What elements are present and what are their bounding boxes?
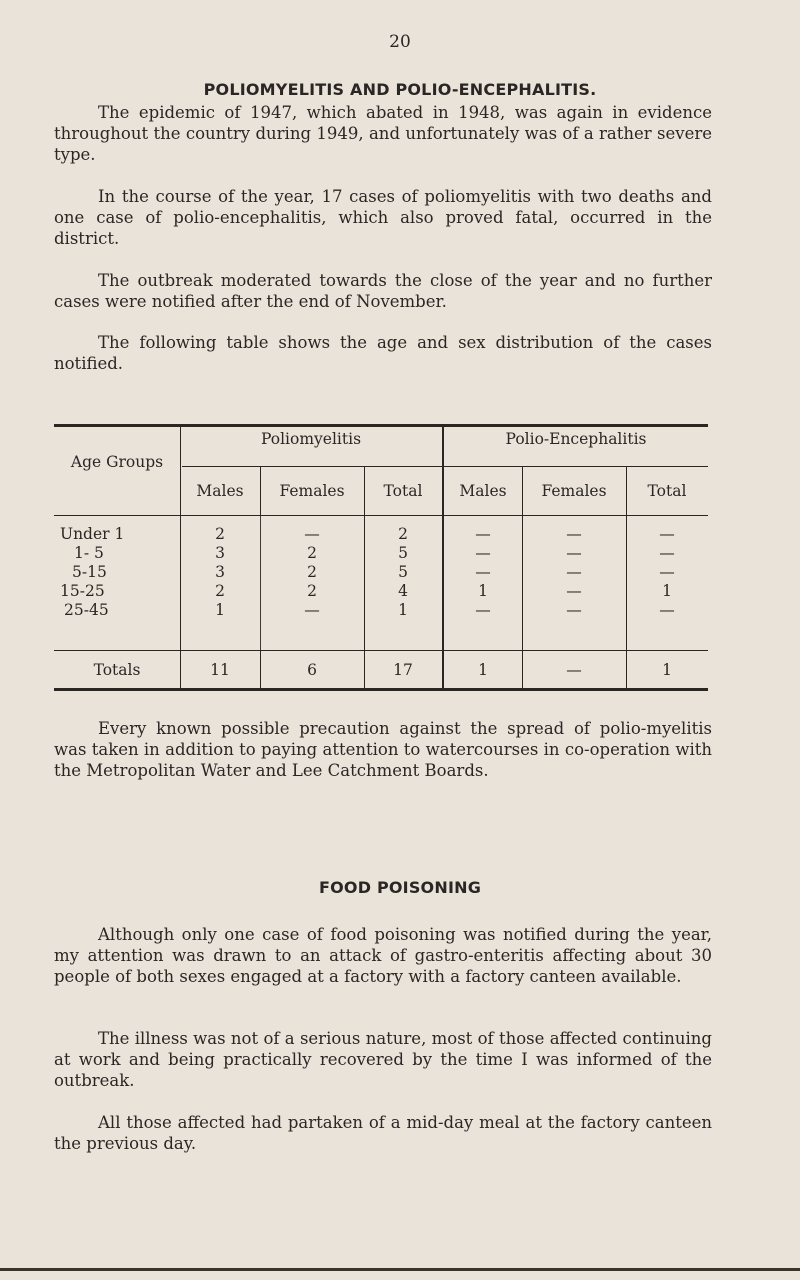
total-cell: 11 [210,661,230,679]
value-cell: 2 [215,582,225,600]
age-cell: 25-45 [64,601,109,619]
paragraph: The following table shows the age and sex distribution of the cases notified. [54,333,712,373]
totals-label: Totals [93,661,141,679]
paragraph: In the course of the year, 17 cases of poliomyelitis with two deaths and one case of polio-encephalitis, which also proved fatal, occurred in the district. [54,187,712,248]
value-cell: 5 [398,544,408,562]
total-cell: 1 [662,661,672,679]
value-cell: — [304,525,320,543]
age-cell: 15-25 [60,582,105,600]
value-cell: — [475,601,491,619]
table-row [54,601,708,621]
col-header: Females [541,482,607,500]
value-cell: 1 [398,601,408,619]
value-cell: — [659,544,675,562]
table-row [54,582,708,602]
age-sex-distribution-table [54,424,708,692]
age-cell: Under 1 [60,525,125,543]
value-cell: 1 [662,582,672,600]
paragraph: Although only one case of food poisoning was notified during the year, my attention was drawn to an attack of gastro-enteritis affecting about 30 people of both sexes engaged at a factory with a factory canteen available. [54,925,712,986]
table-row [54,525,708,545]
paragraph: The outbreak moderated towards the close of the year and no further cases were notified after the end of November. [54,271,712,311]
value-cell: 3 [215,544,225,562]
value-cell: — [304,601,320,619]
age-cell: 5-15 [72,563,107,581]
page-number: 20 [389,32,411,52]
poliomyelitis-header: Poliomyelitis [260,430,362,448]
col-header: Males [196,482,244,500]
table-row [54,563,708,583]
value-cell: — [659,601,675,619]
section-heading-food-poisoning: FOOD POISONING [318,878,482,897]
value-cell: 2 [307,563,317,581]
value-cell: — [566,525,582,543]
section-heading-poliomyelitis: POLIOMYELITIS AND POLIO-ENCEPHALITIS. [203,80,597,99]
value-cell: 1 [478,582,488,600]
value-cell: — [475,563,491,581]
value-cell: 2 [398,525,408,543]
age-cell: 1- 5 [74,544,104,562]
value-cell: 2 [215,525,225,543]
paragraph: All those affected had partaken of a mid-day meal at the factory canteen the previous day. [54,1113,712,1153]
value-cell: 2 [307,582,317,600]
value-cell: 4 [398,582,408,600]
total-cell: 17 [393,661,413,679]
value-cell: — [475,525,491,543]
value-cell: 3 [215,563,225,581]
polio-encephalitis-header: Polio-Encephalitis [505,430,647,448]
paragraph: The illness was not of a serious nature, most of those affected continuing at work and being practically recovered by the time I was informed of the outbreak. [54,1029,712,1090]
col-header: Females [279,482,345,500]
value-cell: — [566,563,582,581]
value-cell: — [659,563,675,581]
total-cell: 1 [478,661,488,679]
value-cell: — [566,601,582,619]
value-cell: — [566,582,582,600]
value-cell: — [475,544,491,562]
paragraph: Every known possible precaution against the spread of polio-myelitis was taken in addition to paying attention to watercourses in co-operation with the Metropolitan Water and Lee Catchment Boards. [54,719,712,780]
col-header: Total [383,482,423,500]
value-cell: 2 [307,544,317,562]
value-cell: — [566,544,582,562]
value-cell: 1 [215,601,225,619]
col-header: Males [459,482,507,500]
total-cell: 6 [307,661,317,679]
col-header: Total [647,482,687,500]
bottom-edge [0,1268,800,1271]
table-row [54,544,708,564]
total-cell: — [566,661,582,679]
value-cell: — [659,525,675,543]
age-groups-header: Age Groups [70,453,164,471]
value-cell: 5 [398,563,408,581]
table-totals-row [54,661,708,681]
paragraph: The epidemic of 1947, which abated in 1948, was again in evidence throughout the country during 1949, and unfortunately was of a rather severe type. [54,103,712,164]
